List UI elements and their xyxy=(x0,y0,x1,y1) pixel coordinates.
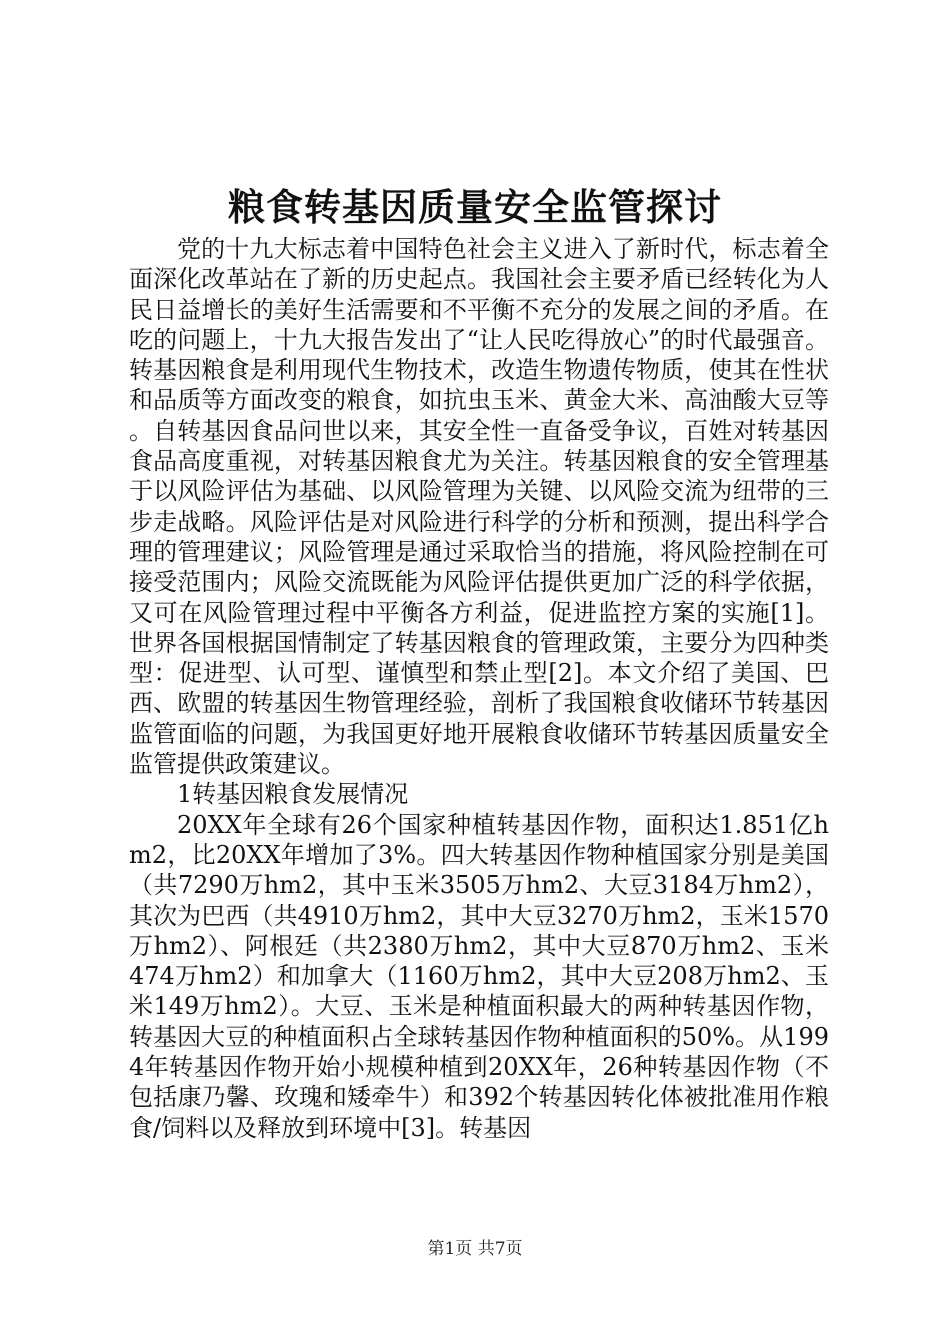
section-paragraph: 20XX年全球有26个国家种植转基因作物，面积达1.851亿hm2，比20XX年增加了3%。四大转基因作物种植国家分别是美国（共7290万hm2，其中玉米3505万hm2、大豆3184万hm2），其次为巴西（共4910万hm2，其中大豆3270万hm2，玉米1570万hm2）、阿根廷（共2380万hm2，其中大豆870万hm2、玉米474万hm2）和加拿大（1160万hm2，其中大豆208万hm2、玉米149万hm2）。大豆、玉米是种植面积最大的两种转基因作物，转基因大豆的种植面积占全球转基因作物种植面积的50%。从1994年转基因作物开始小规模种植到20XX年，26种转基因作物（不包括康乃馨、玫瑰和矮牵牛）和392个转基因转化体被批准用作粮食/饲料以及释放到环境中[3]。转基因 xyxy=(129,810,829,1142)
intro-paragraph: 党的十九大标志着中国特色社会主义进入了新时代，标志着全面深化改革站在了新的历史起点。我国社会主要矛盾已经转化为人民日益增长的美好生活需要和不平衡不充分的发展之间的矛盾。在吃的问题上，十九大报告发出了“让人民吃得放心”的时代最强音。转基因粮食是利用现代生物技术，改造生物遗传物质，使其在性状和品质等方面改变的粮食，如抗虫玉米、黄金大米、高油酸大豆等。自转基因食品问世以来，其安全性一直备受争议，百姓对转基因食品高度重视，对转基因粮食尤为关注。转基因粮食的安全管理基于以风险评估为基础、以风险管理为关键、以风险交流为纽带的三步走战略。风险评估是对风险进行科学的分析和预测，提出科学合理的管理建议；风险管理是通过采取恰当的措施，将风险控制在可接受范围内；风险交流既能为风险评估提供更加广泛的科学依据，又可在风险管理过程中平衡各方利益，促进监控方案的实施[1]。世界各国根据国情制定了转基因粮食的管理政策，主要分为四种类型：促进型、认可型、谨慎型和禁止型[2]。本文介绍了美国、巴西、欧盟的转基因生物管理经验，剖析了我国粮食收储环节转基因监管面临的问题，为我国更好地开展粮食收储环节转基因质量安全监管提供政策建议。 xyxy=(129,235,829,779)
document-body xyxy=(129,234,829,1143)
section-heading: 1转基因粮食发展情况 xyxy=(177,780,409,809)
page-number-footer: 第1页 共7页 xyxy=(427,1239,523,1259)
document-title: 粮食转基因质量安全监管探讨 xyxy=(228,185,722,229)
